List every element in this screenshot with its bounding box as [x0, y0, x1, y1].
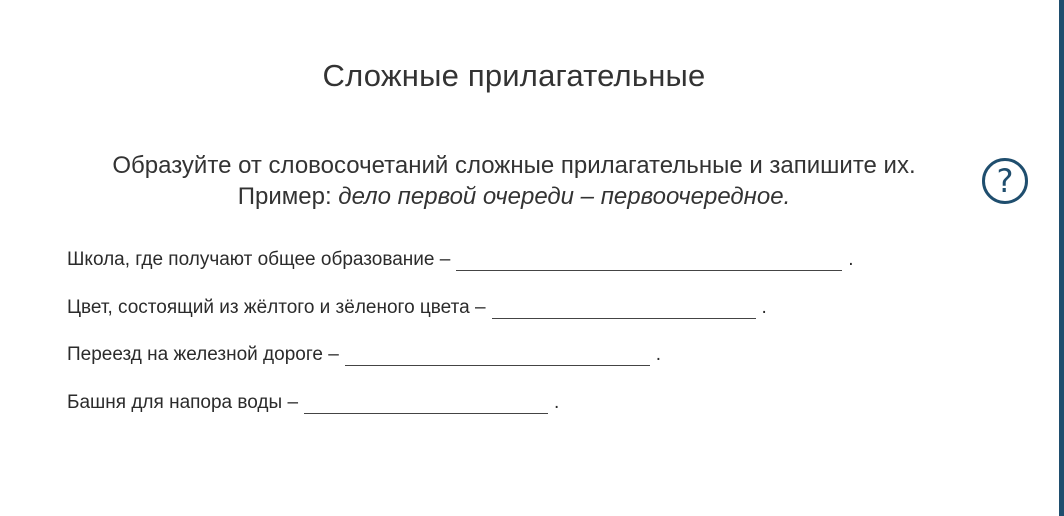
task-example [40, 181, 988, 212]
example-text: дело первой очереди – первоочередное. [338, 183, 791, 210]
answer-field[interactable] [304, 391, 548, 414]
question-text: Башня для напора воды – [67, 392, 299, 413]
help-icon[interactable]: ? [982, 158, 1028, 204]
right-edge-bar [1059, 0, 1064, 516]
question-period: . [848, 249, 854, 270]
page-title: Сложные прилагательные [322, 58, 706, 93]
question-row [67, 296, 767, 319]
question-period: . [761, 297, 767, 318]
question-row [67, 391, 559, 414]
question-text: Цвет, состоящий из жёлтого и зёленого цвета – [67, 297, 486, 318]
answer-field[interactable] [456, 248, 842, 271]
answer-field[interactable] [492, 296, 756, 319]
task-instruction: Образуйте от словосочетаний сложные прилагательные и запишите их. [112, 152, 916, 179]
question-period: . [655, 344, 662, 365]
answer-field[interactable] [345, 343, 650, 366]
task-instruction-block [40, 150, 988, 212]
question-period: . [554, 392, 560, 413]
question-row [67, 248, 854, 271]
question-text: Переезд на железной дороге – [67, 344, 339, 365]
question-row [67, 343, 661, 366]
example-label: Пример: [237, 183, 332, 210]
question-text: Школа, где получают общее образование – [67, 249, 451, 270]
